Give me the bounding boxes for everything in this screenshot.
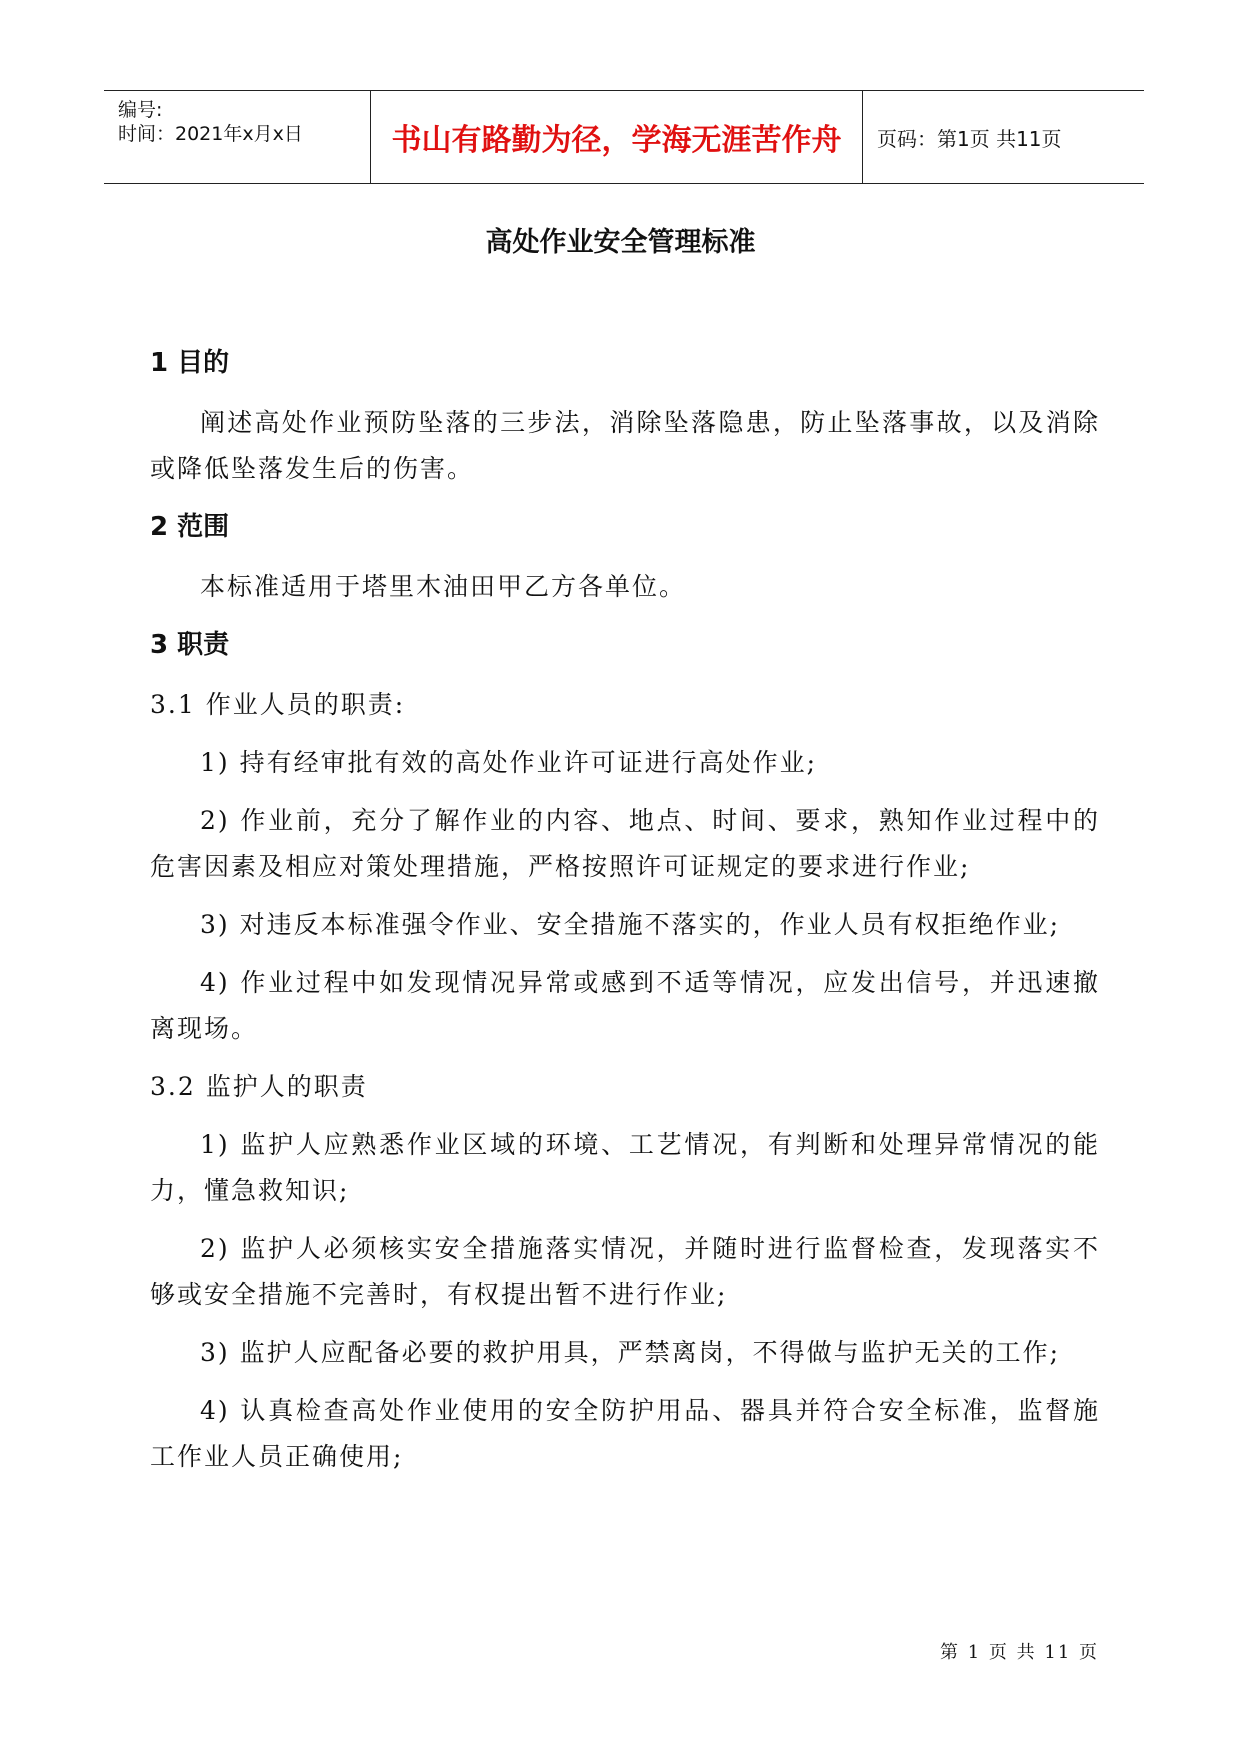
list-item: 3) 对违反本标准强令作业、安全措施不落实的，作业人员有权拒绝作业; [200,910,1061,939]
paragraph: 本标准适用于塔里木油田甲乙方各单位。 [200,572,687,601]
document-time-label: 时间：2021年x月x日 [118,123,303,145]
section-heading-purpose: 1 目的 [150,348,230,378]
header-motto: 书山有路勤为径，学海无涯苦作舟 [371,91,863,183]
paragraph: 阐述高处作业预防坠落的三步法，消除坠落隐患，防止坠落事故，以及消除或降低坠落发生后的伤害。 [150,408,1100,483]
header-page-label: 页码：第1页 共11页 [877,126,1062,151]
document-title: 高处作业安全管理标准 [485,227,756,258]
document-body [150,340,1100,1492]
header-meta [104,91,371,183]
list-item: 1) 持有经审批有效的高处作业许可证进行高处作业; [200,748,818,777]
list-item: 2) 作业前，充分了解作业的内容、地点、时间、要求，熟知作业过程中的危害因素及相应对策处理措施，严格按照许可证规定的要求进行作业; [150,806,1100,881]
subsection-heading: 3.1 作业人员的职责: [150,690,406,719]
section-heading-scope: 2 范围 [150,512,230,542]
list-item: 2) 监护人必须核实安全措施落实情况，并随时进行监督检查，发现落实不够或安全措施不完善时，有权提出暂不进行作业; [150,1234,1100,1309]
section-heading-duties: 3 职责 [150,630,230,660]
subsection-heading: 3.2 监护人的职责 [150,1072,368,1101]
list-item: 4) 作业过程中如发现情况异常或感到不适等情况，应发出信号，并迅速撤离现场。 [150,968,1100,1043]
page-footer: 第 1 页 共 11 页 [940,1642,1099,1663]
page-header [104,90,1144,184]
list-item: 3) 监护人应配备必要的救护用具，严禁离岗，不得做与监护无关的工作; [200,1338,1061,1367]
list-item: 4) 认真检查高处作业使用的安全防护用品、器具并符合安全标准，监督施工作业人员正确使用; [150,1396,1100,1471]
list-item: 1) 监护人应熟悉作业区域的环境、工艺情况，有判断和处理异常情况的能力，懂急救知识; [150,1130,1100,1205]
document-number-label: 编号: [118,99,163,121]
